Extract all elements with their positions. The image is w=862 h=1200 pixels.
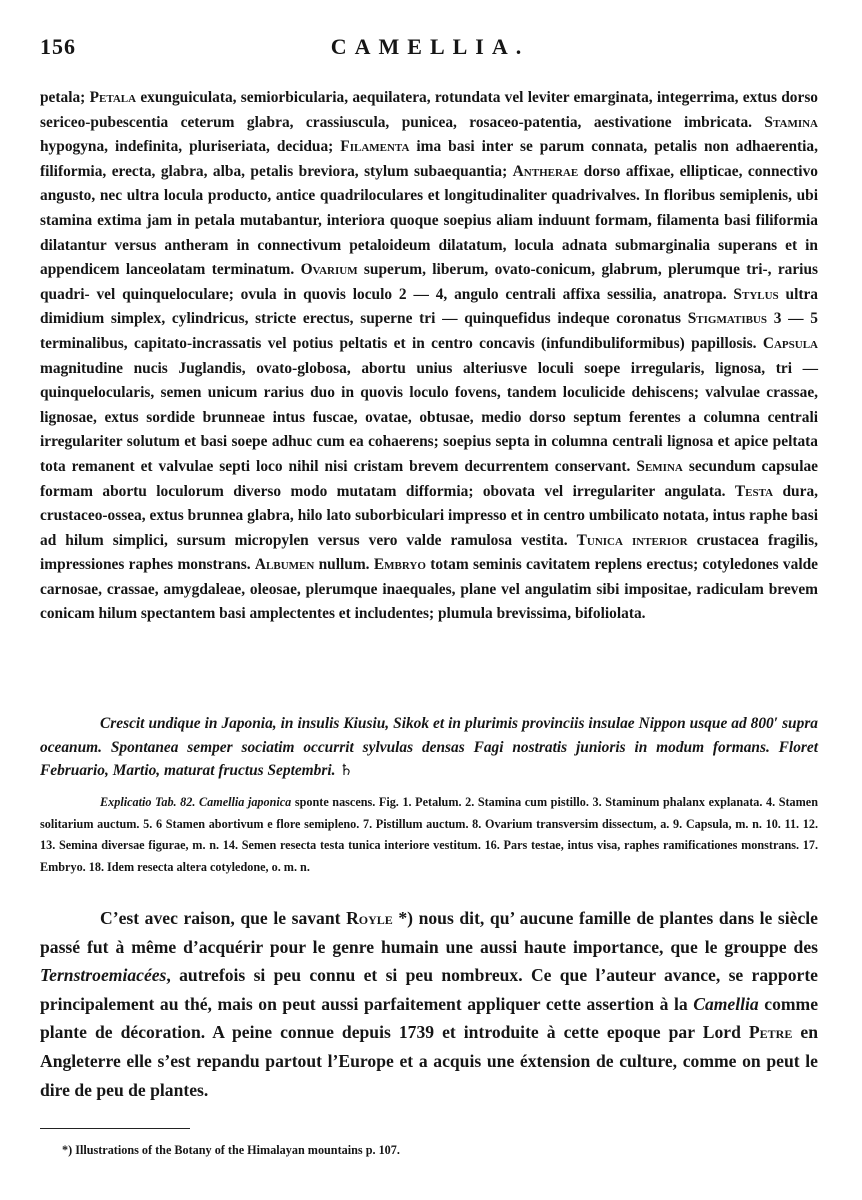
description-paragraph [40,86,818,627]
term-stigmatibus: Stigmatibus [687,310,767,328]
text-run: magnitudine nucis Juglandis, ovato-globosa, abortu unius alteriusve loculi soepe irregularis, lignosa, tri — quinquelocularis, semen unicum rarius duo in quovis loculo fovens, tandem loculicide dehiscens; valvulae crassae, lignosae, extus sordide brunneae intus fuscae, ovatae, obtusae, medio dorso septum ferentes a columna centrali irregulariter solutum et basi soepe adhuc cum ea cohaerens; soepius septa in columna centrali lignosa et apice peltata tota remanent et valvulae septi loco nihil nisi cristam brevem decurrentem conservant. [40,359,818,475]
term-petala: Petala [89,89,137,106]
text-run: ultra dimidium simplex, cylindricus, stricte erectus, superne tri — quinquefidus indeque coronatus [40,285,819,328]
plate-explanation-body: sponte nascens. Fig. 1. Petalum. 2. Stamina cum pistillo. 3. Staminum phalanx explanata. 4. Stamen solitarium auctum. 5. 6 Stamen abortivum e flore semipleno. 7. Pistillum auctum. 8. Ovarium transversim dissectum, a. 9. Capsula, m. n. 10. 11. 12. 13. Semina diversae figurae, m. n. 14. Semen resecta testa tunica interiore vestitum. 16. Pars testae, intus visa, raphes ramificationes monstrans. 17. Embryo. 18. Idem resecta altera cotyledone, o. m. n. [40,795,818,874]
text-run: comme plante de décoration. A peine connue depuis 1739 et introduite à cette epoque par Lord [40,993,819,1043]
text-run: crustacea fragilis, impressiones raphes monstrans. [40,531,818,574]
term-stamina: Stamina [764,113,818,131]
genus-name: Camellia [693,993,759,1014]
term-antherae: Antherae [512,162,579,180]
page-header [40,34,820,62]
footnote-divider [40,1128,190,1129]
plate-explanation [40,792,818,878]
text-run: *) nous dit, qu’ aucune famille de plantes dans le siècle passé fut à même d’acquérir pour le genre humain une aussi haute importance, que le grouppe des [40,908,818,957]
term-capsula: Capsula [762,334,818,352]
text-run: ima basi inter se parum connata, petalis non adhaerentia, filiformia, erecta, glabra, alba, petalis breviora, stylum subaequantia; [40,138,818,180]
text-run: nullum. [314,556,374,574]
text-run: dura, crustaceo-ossea, extus brunnea glabra, hilo lato suborbiculari impresso et in centro umbilicato notata, intus raphe basi ad hilum simplici, sursum micropylen versus vero valde ramulosa vestita. [40,482,818,549]
author-royle: Royle [346,908,393,928]
text-run: secundum capsulae formam abortu loculorum diverso modo mutatam difformia; obovata vel irregulariter angulata. [40,457,818,500]
running-head: CAMELLIA. [330,34,530,59]
term-semina: Semina [636,457,683,475]
text-run: totam seminis cavitatem replens erectus; cotyledones valde carnosae, crassae, amygdaleae, oleosae, plerumque inaequales, plane vel angulatim sibi impositae, radiculam brevem conicam hilum spectantem basi amplectentes et includentes; plumula brevissima, bifoliolata. [40,556,818,623]
text-run: petala; [40,89,90,106]
habitat-paragraph [40,712,818,783]
term-stylus: Stylus [733,285,779,303]
plate-explanation-text [40,792,818,878]
family-name: Ternstroemiacées [40,965,167,986]
term-albumen: Albumen [254,556,315,574]
footnote: *) Illustrations of the Botany of the Himalayan mountains p. 107. [62,1143,400,1157]
term-filamenta: Filamenta [340,138,410,156]
plate-explanation-title: Explicatio Tab. 82. Camellia japonica [100,795,292,809]
text-run: hypogyna, indefinita, pluriseriata, decidua; [40,138,341,156]
text-run: dorso affixae, ellipticae, connectivo angusto, nec ultra locula producto, antice quadriloculares et longitudinaliter quadrivalves. In floribus semiplenis, ubi stamina extima jam in petala mutabantur, interiora quoque soepius aliam induunt formam, filamenta basi filiformia dilatantur versus antheram in connectivum petaloideum dilatatum, locula adnata submarginalia superans et in appendicem lanceolatam terminatum. [40,162,818,279]
text-run: 3 — 5 terminalibus, capitato-incrassatis vel potius peltatis et in centro concavis (infundibuliformibus) papillosis. [40,310,818,352]
text-run: superum, liberum, ovato-conicum, glabrum, plerumque tri-, rarius quadri- vel quinqueloculare; ovula in quovis loculo 2 — 4, angulo centrali affixa sessilia, anatropa. [40,261,818,303]
term-tunica-interior: Tunica interior [576,531,688,549]
botanical-description [40,86,818,627]
page-number: 156 [40,34,76,59]
term-ovarium: Ovarium [300,261,358,279]
person-petre: Petre [748,1022,793,1043]
french-paragraph [40,904,818,1104]
habitat-text: Crescit undique in Japonia, in insulis Kiusiu, Sikok et in plurimis provinciis insulae Nippon usque ad 800′ supra oceanum. Spontanea semper sociatim occurrit sylvulas densas Fagi nostratis junioris in modum formans. Floret Februario, Martio, maturat fructus Septembri. ♄ [40,715,818,780]
text-run: exunguiculata, semiorbicularia, aequilatera, rotundata vel leviter emarginata, integerrima, extus dorso sericeo-pubescentia ceterum glabra, crassiuscula, punicea, rosaceo-patentia, aestivatione imbricata. [40,89,819,131]
term-testa: Testa [734,482,774,500]
text-run: , autrefois si peu connu et si peu nombreux. Ce que l’auteur avance, se rapporte principalement au thé, mais on peut aussi parfaitement appliquer cette assertion à la [40,965,818,1014]
french-text [40,904,818,1104]
text-run: en Angleterre elle s’est repandu partout l’Europe et a acquis une éxtension de culture, comme on peut le dire de peu de plantes. [40,1022,818,1100]
term-embryo: Embryo [373,556,426,574]
text-run: C’est avec raison, que le savant [100,908,347,928]
